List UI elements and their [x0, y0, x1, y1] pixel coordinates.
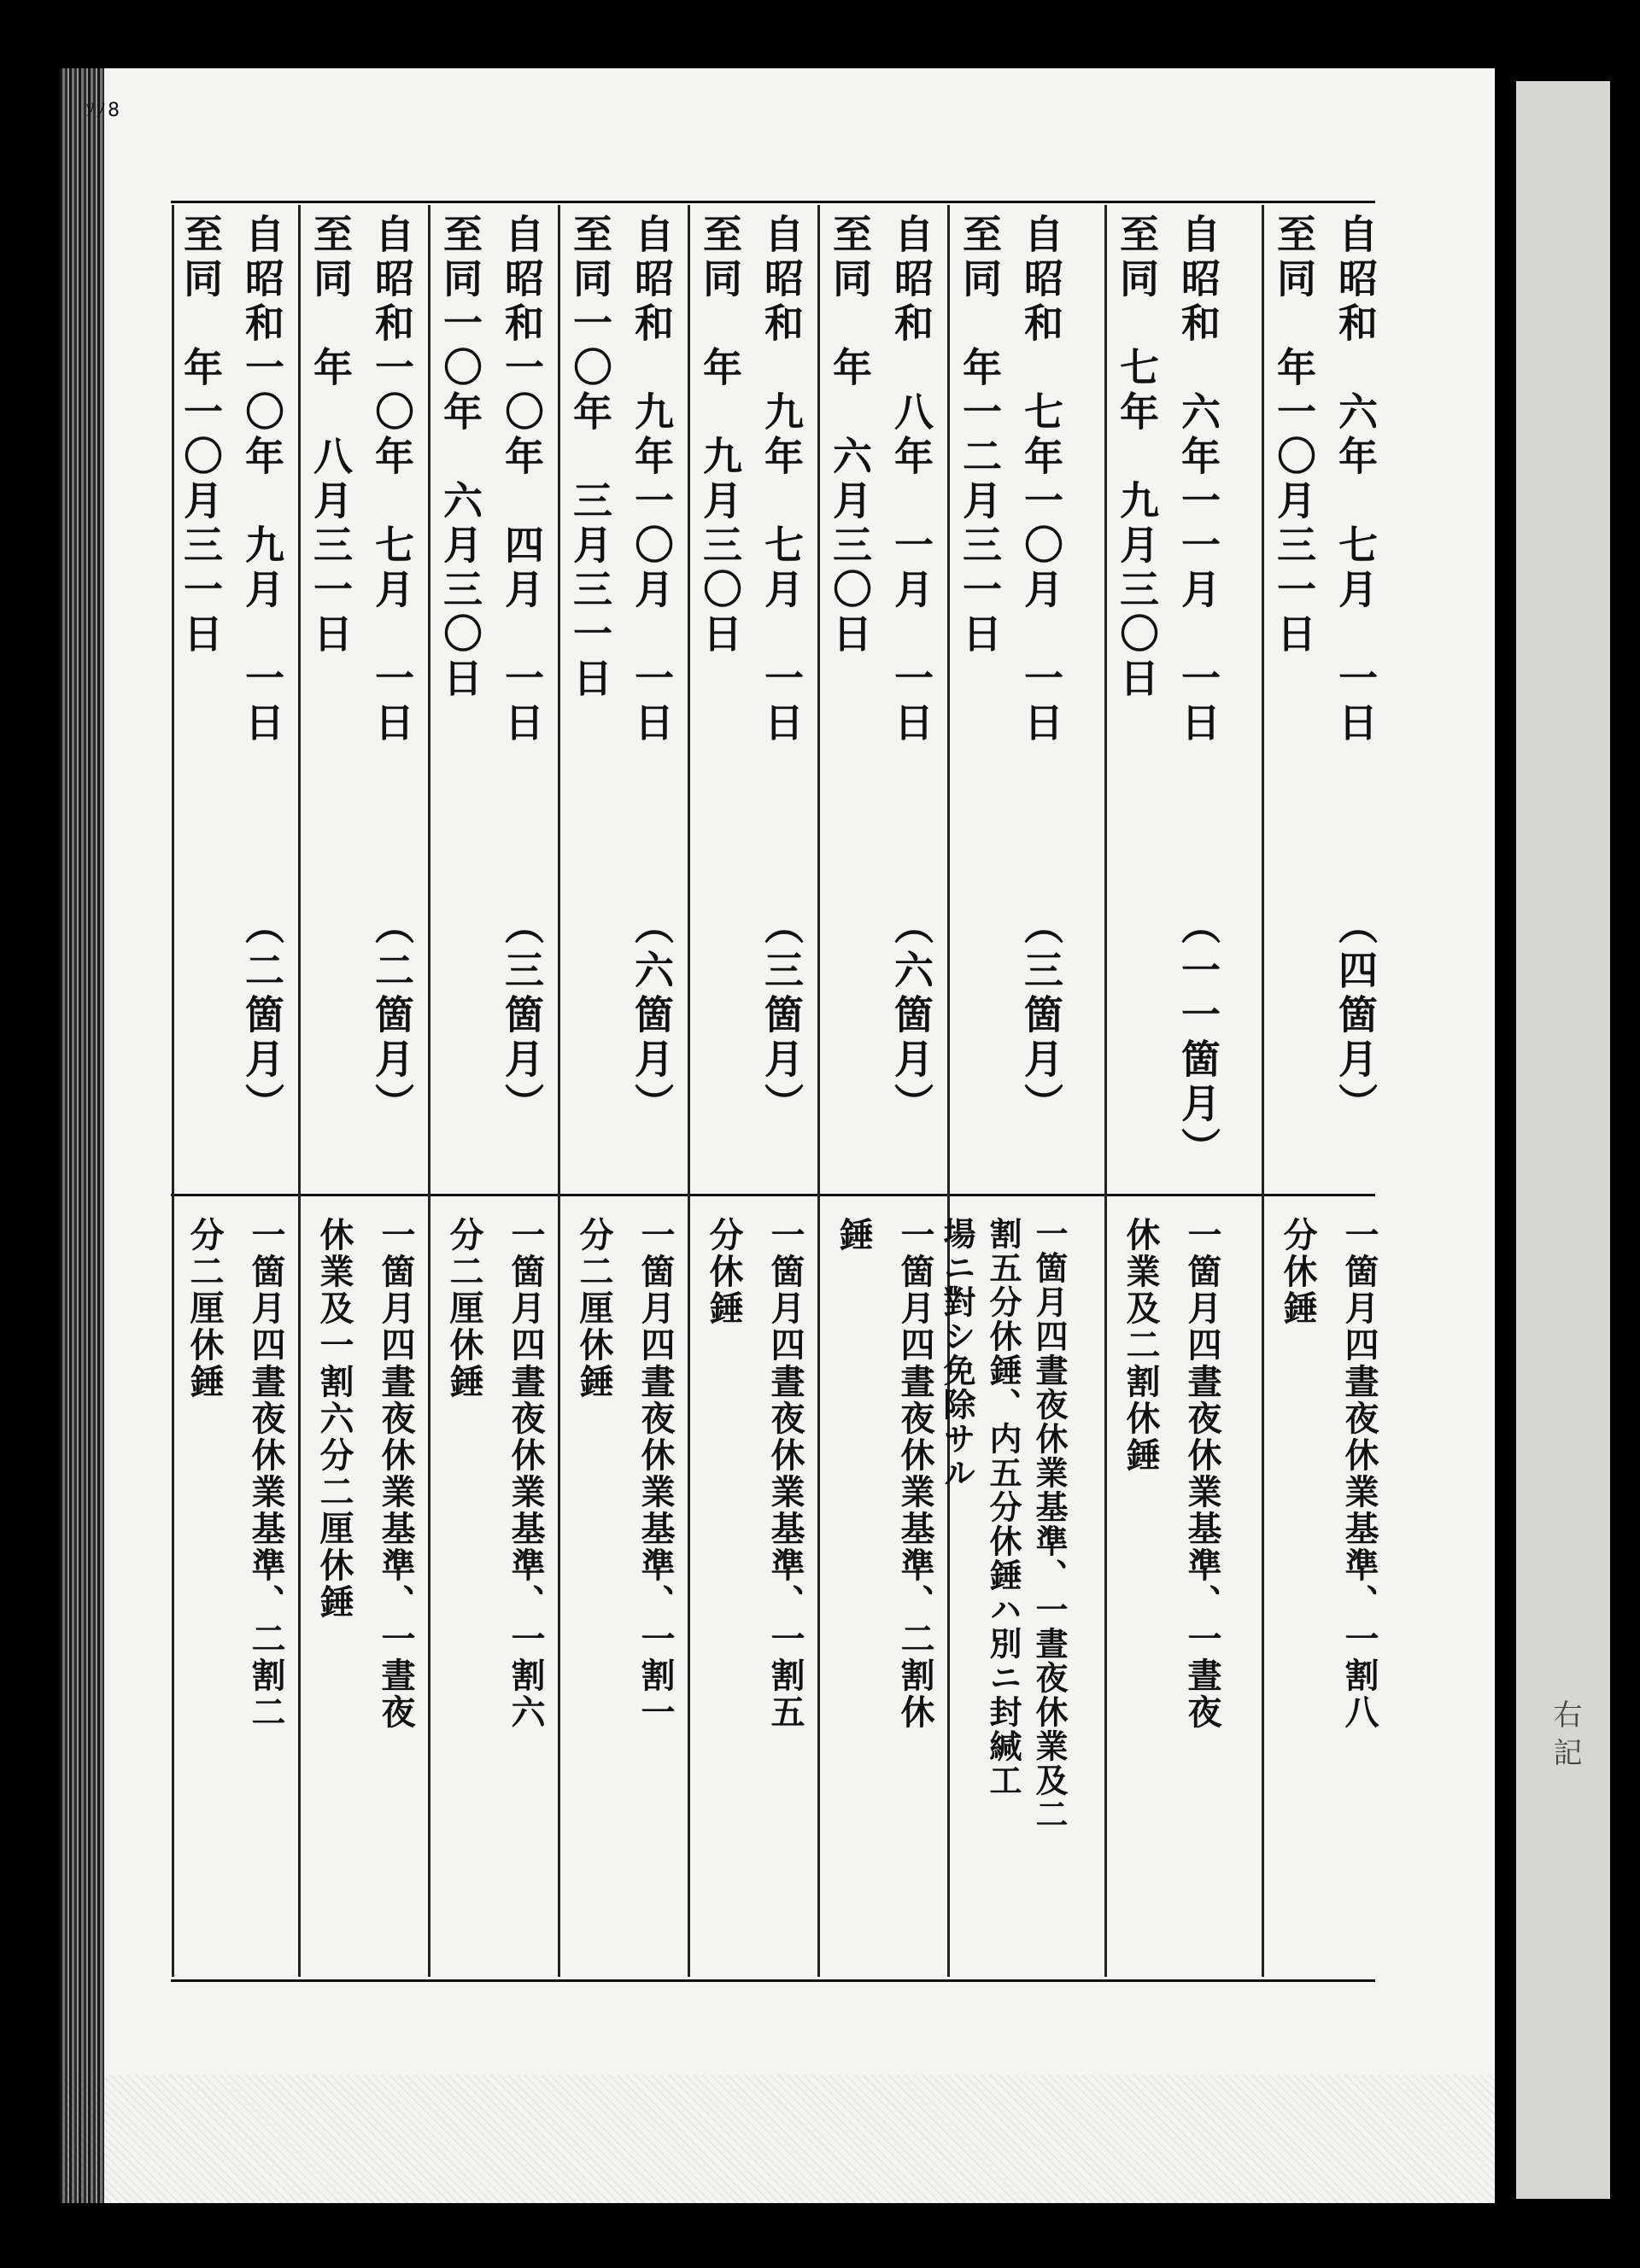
description-line: 休業及二割休錘: [1121, 1217, 1161, 1474]
description-line: 一箇月四晝夜休業基準、一割五: [765, 1217, 805, 1731]
description-line: 一箇月四晝夜休業基準、二割休: [895, 1217, 935, 1731]
table-top-rule: [171, 201, 1375, 203]
table-bottom-rule: [171, 1979, 1375, 1982]
description-cell: [560, 1217, 690, 1968]
period-from: 自昭和一〇年 七月 一日: [369, 213, 415, 746]
adjacent-page-edge: [1516, 81, 1610, 2199]
period-cell: [950, 213, 1080, 1170]
period-cell: [560, 213, 690, 1170]
period-from: 自昭和一〇年 九月 一日: [239, 213, 285, 746]
period-months: （二箇月）: [239, 905, 285, 1127]
period-to: 至同 年 六月三〇日: [827, 213, 873, 658]
period-months: （六箇月）: [888, 905, 934, 1127]
period-to: 至同 年一〇月三一日: [178, 213, 224, 658]
period-to: 至同 年一二月三一日: [957, 213, 1003, 658]
period-from: 自昭和 六年 七月 一日: [1332, 213, 1379, 746]
period-to: 至同 年 八月三一日: [308, 213, 354, 658]
description-cell: [171, 1217, 301, 1968]
period-months: （一一箇月）: [1175, 905, 1221, 1172]
period-to: 至同 七年 九月三〇日: [1114, 213, 1160, 702]
period-from: 自昭和 九年 七月 一日: [758, 213, 805, 746]
period-months: （三箇月）: [758, 905, 805, 1127]
period-cell: [301, 213, 430, 1170]
description-line: 一箇月四晝夜休業基準、一割六: [506, 1217, 546, 1731]
period-months: （六箇月）: [629, 905, 675, 1127]
description-cell: [430, 1217, 560, 1968]
period-to: 至同 年 九月三〇日: [697, 213, 743, 658]
description-cell: [938, 1217, 1080, 1968]
description-line: 錘: [834, 1217, 874, 1254]
period-cell: [171, 213, 301, 1170]
description-line: 一箇月四晝夜休業基準、一晝夜: [376, 1217, 416, 1731]
description-line: 場ニ對シ免除サル: [938, 1217, 976, 1490]
period-from: 自昭和 八年 一月 一日: [888, 213, 934, 746]
period-cell: [1107, 213, 1237, 1170]
period-months: （二箇月）: [369, 905, 415, 1127]
period-cell: [1264, 213, 1394, 1170]
description-cell: [1107, 1217, 1237, 1968]
description-line: 一箇月四晝夜休業基準、一割八: [1339, 1217, 1379, 1731]
description-line: 休業及一割六分二厘休錘: [314, 1217, 354, 1621]
description-line: 割五分休錘、内五分休錘ハ別ニ封緘工: [984, 1217, 1022, 1797]
period-to: 至同一〇年 三月三一日: [567, 213, 613, 702]
description-line: 分二厘休錘: [444, 1217, 484, 1400]
description-line: 分休錘: [1278, 1217, 1318, 1327]
description-cell: [301, 1217, 430, 1968]
period-from: 自昭和 九年一〇月 一日: [629, 213, 675, 746]
period-to: 至同 年一〇月三一日: [1271, 213, 1317, 658]
description-line: 分二厘休錘: [574, 1217, 614, 1400]
period-months: （三箇月）: [499, 905, 545, 1127]
description-cell: [1264, 1217, 1394, 1968]
description-cell: [690, 1217, 820, 1968]
period-cell: [430, 213, 560, 1170]
description-line: 一箇月四晝夜休業基準、一割一: [636, 1217, 676, 1731]
description-line: 一箇月四晝夜休業基準、一晝夜休業及二: [1030, 1217, 1069, 1832]
description-cell: [820, 1217, 950, 1968]
period-from: 自昭和 六年一一月 一日: [1175, 213, 1221, 746]
period-from: 自昭和 七年一〇月 一日: [1018, 213, 1064, 746]
page-mark: ｿﾉ8: [85, 100, 121, 121]
period-from: 自昭和一〇年 四月 一日: [499, 213, 545, 746]
book-binding: [60, 68, 104, 2203]
description-line: 一箇月四晝夜休業基準、一晝夜: [1182, 1217, 1222, 1731]
period-to: 至同一〇年 六月三〇日: [437, 213, 483, 702]
description-line: 分休錘: [704, 1217, 744, 1327]
description-line: 一箇月四晝夜休業基準、二割二: [246, 1217, 286, 1731]
scan-noise: [60, 2075, 1495, 2203]
period-cell: [820, 213, 950, 1170]
period-cell: [690, 213, 820, 1170]
period-months: （四箇月）: [1332, 905, 1379, 1127]
description-line: 分二厘休錘: [184, 1217, 225, 1400]
period-months: （三箇月）: [1018, 905, 1064, 1127]
adjacent-page-text: 右 記: [1548, 1699, 1582, 1767]
table-middle-rule: [171, 1194, 1375, 1196]
